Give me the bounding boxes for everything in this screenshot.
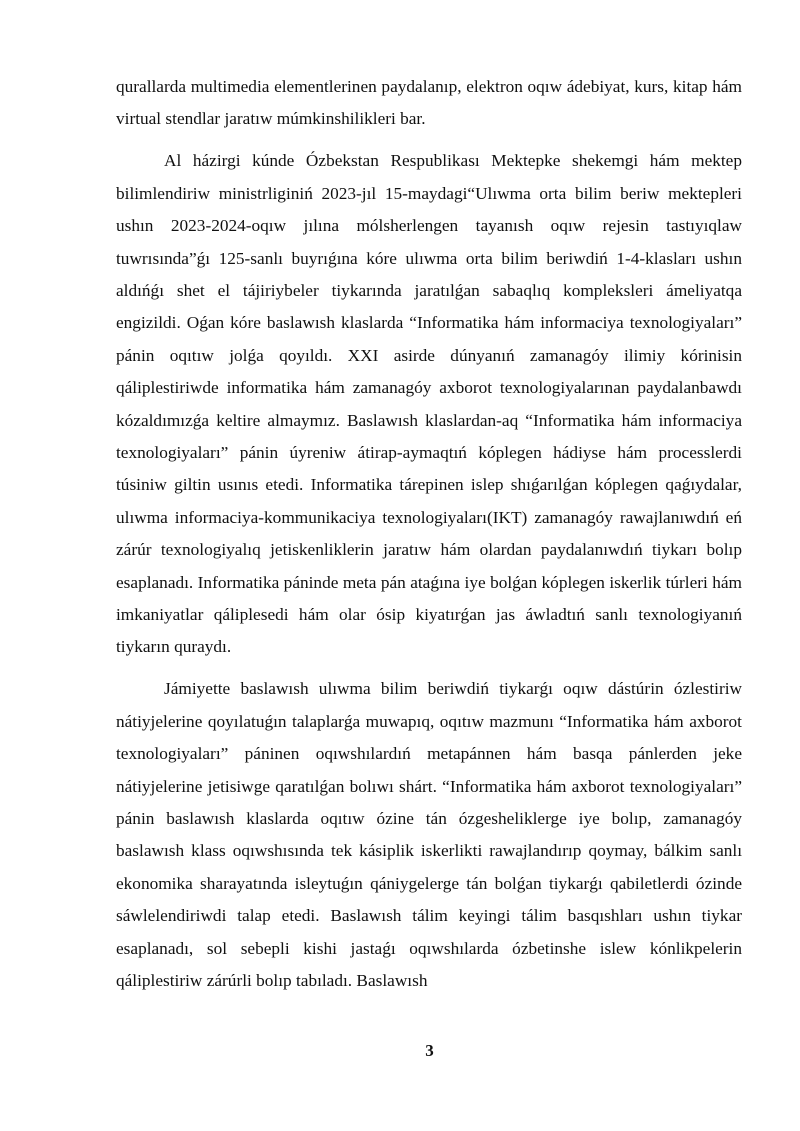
page-number: 3	[425, 1041, 434, 1060]
paragraph-continuation: qurallarda multimedia elementlerinen paydalanıp, elektron oqıw ádebiyat, kurs, kitap hám virtual stendlar jaratıw múmkinshilikleri bar.	[116, 77, 742, 129]
document-body	[116, 71, 742, 997]
paragraph: Jámiyette baslawısh ulıwma bilim beriwdiń tiykarǵı oqıw dástúrin ózlestiriw nátiyjelerine qoyılatuǵın talaplarǵa muwapıq, oqıtıw mazmunı “Informatika hám axborot texnologiyaları” páninen oqıwshılardıń metapánnen hám basqa pánlerden jeke nátiyjelerine jetisiwge qaratılǵan bolıwı shárt. “Informatika hám axborot texnologiyaları” pánin baslawısh klaslarda oqıtıw ózine tán ózgesheliklerge iye bolıp, zamanagóy baslawısh klass oqıwshısında tek kásiplik iskerlikti rawajlandırıp qoymay, bálkim sanlı ekonomika sharayatında isleytuǵın qániygelerge tán bolǵan tiykarǵı qabiletlerdi ózinde sáwlelendiriwdi talap etedi. Baslawısh tálim keyingi tálim basqıshları ushın tiykar esaplanadı, sol sebepli kishi jastaǵı oqıwshılarda ózbetinshe islew kónlikpelerin qáliplestiriw zárúrli bolıp tabıladı. Baslawısh	[116, 679, 742, 990]
paragraph: Al házirgi kúnde Ózbekstan Respublikası Mektepke shekemgi hám mektep bilimlendiriw ministrliginiń 2023-jıl 15-maydagi“Ulıwma orta bilim beriw mektepleri ushın 2023-2024-oqıw jılına mólsherlengen tayanısh oqıw rejesin tastıyıqlaw tuwrısında”ǵı 125-sanlı buyrıǵına kóre ulıwma orta bilim beriwdiń 1-4-klasları ushın aldıńǵı shet el tájiriybeler tiykarında jaratılǵan sabaqlıq kompleksleri ámeliyatqa engizildi. Oǵan kóre baslawısh klaslarda “Informatika hám informaciya texnologiyaları” pánin oqıtıw jolǵa qoyıldı. XXI asirde dúnyanıń zamanagóy ilimiy kórinisin qáliplestiriwde informatika hám zamanagóy axborot texnologiyalarınan paydalanbawdı kózaldımızǵa keltire almaymız. Baslawısh klaslardan-aq “Informatika hám informaciya texnologiyaları” pánin úyreniw átirap-aymaqtıń kóplegen hádiyse hám processlerdi túsiniw giltin usınıs etedi. Informatika tárepinen islep shıǵarılǵan kóplegen qaǵıydalar, ulıwma informaciya-kommunikaciya texnologiyaları(IKT) zamanagóy rawajlanıwdıń eń zárúr texnologiyalıq jetiskenliklerin jaratıw hám olardan paydalanıwdıń tiykarı bolıp esaplanadı. Informatika páninde meta pán ataǵına iye bolǵan kóplegen iskerlik túrleri hám imkaniyatlar qáliplesedi hám olar ósip kiyatırǵan jas áwladtıń sanlı texnologiyanıń tiykarın quraydı.	[116, 151, 742, 657]
